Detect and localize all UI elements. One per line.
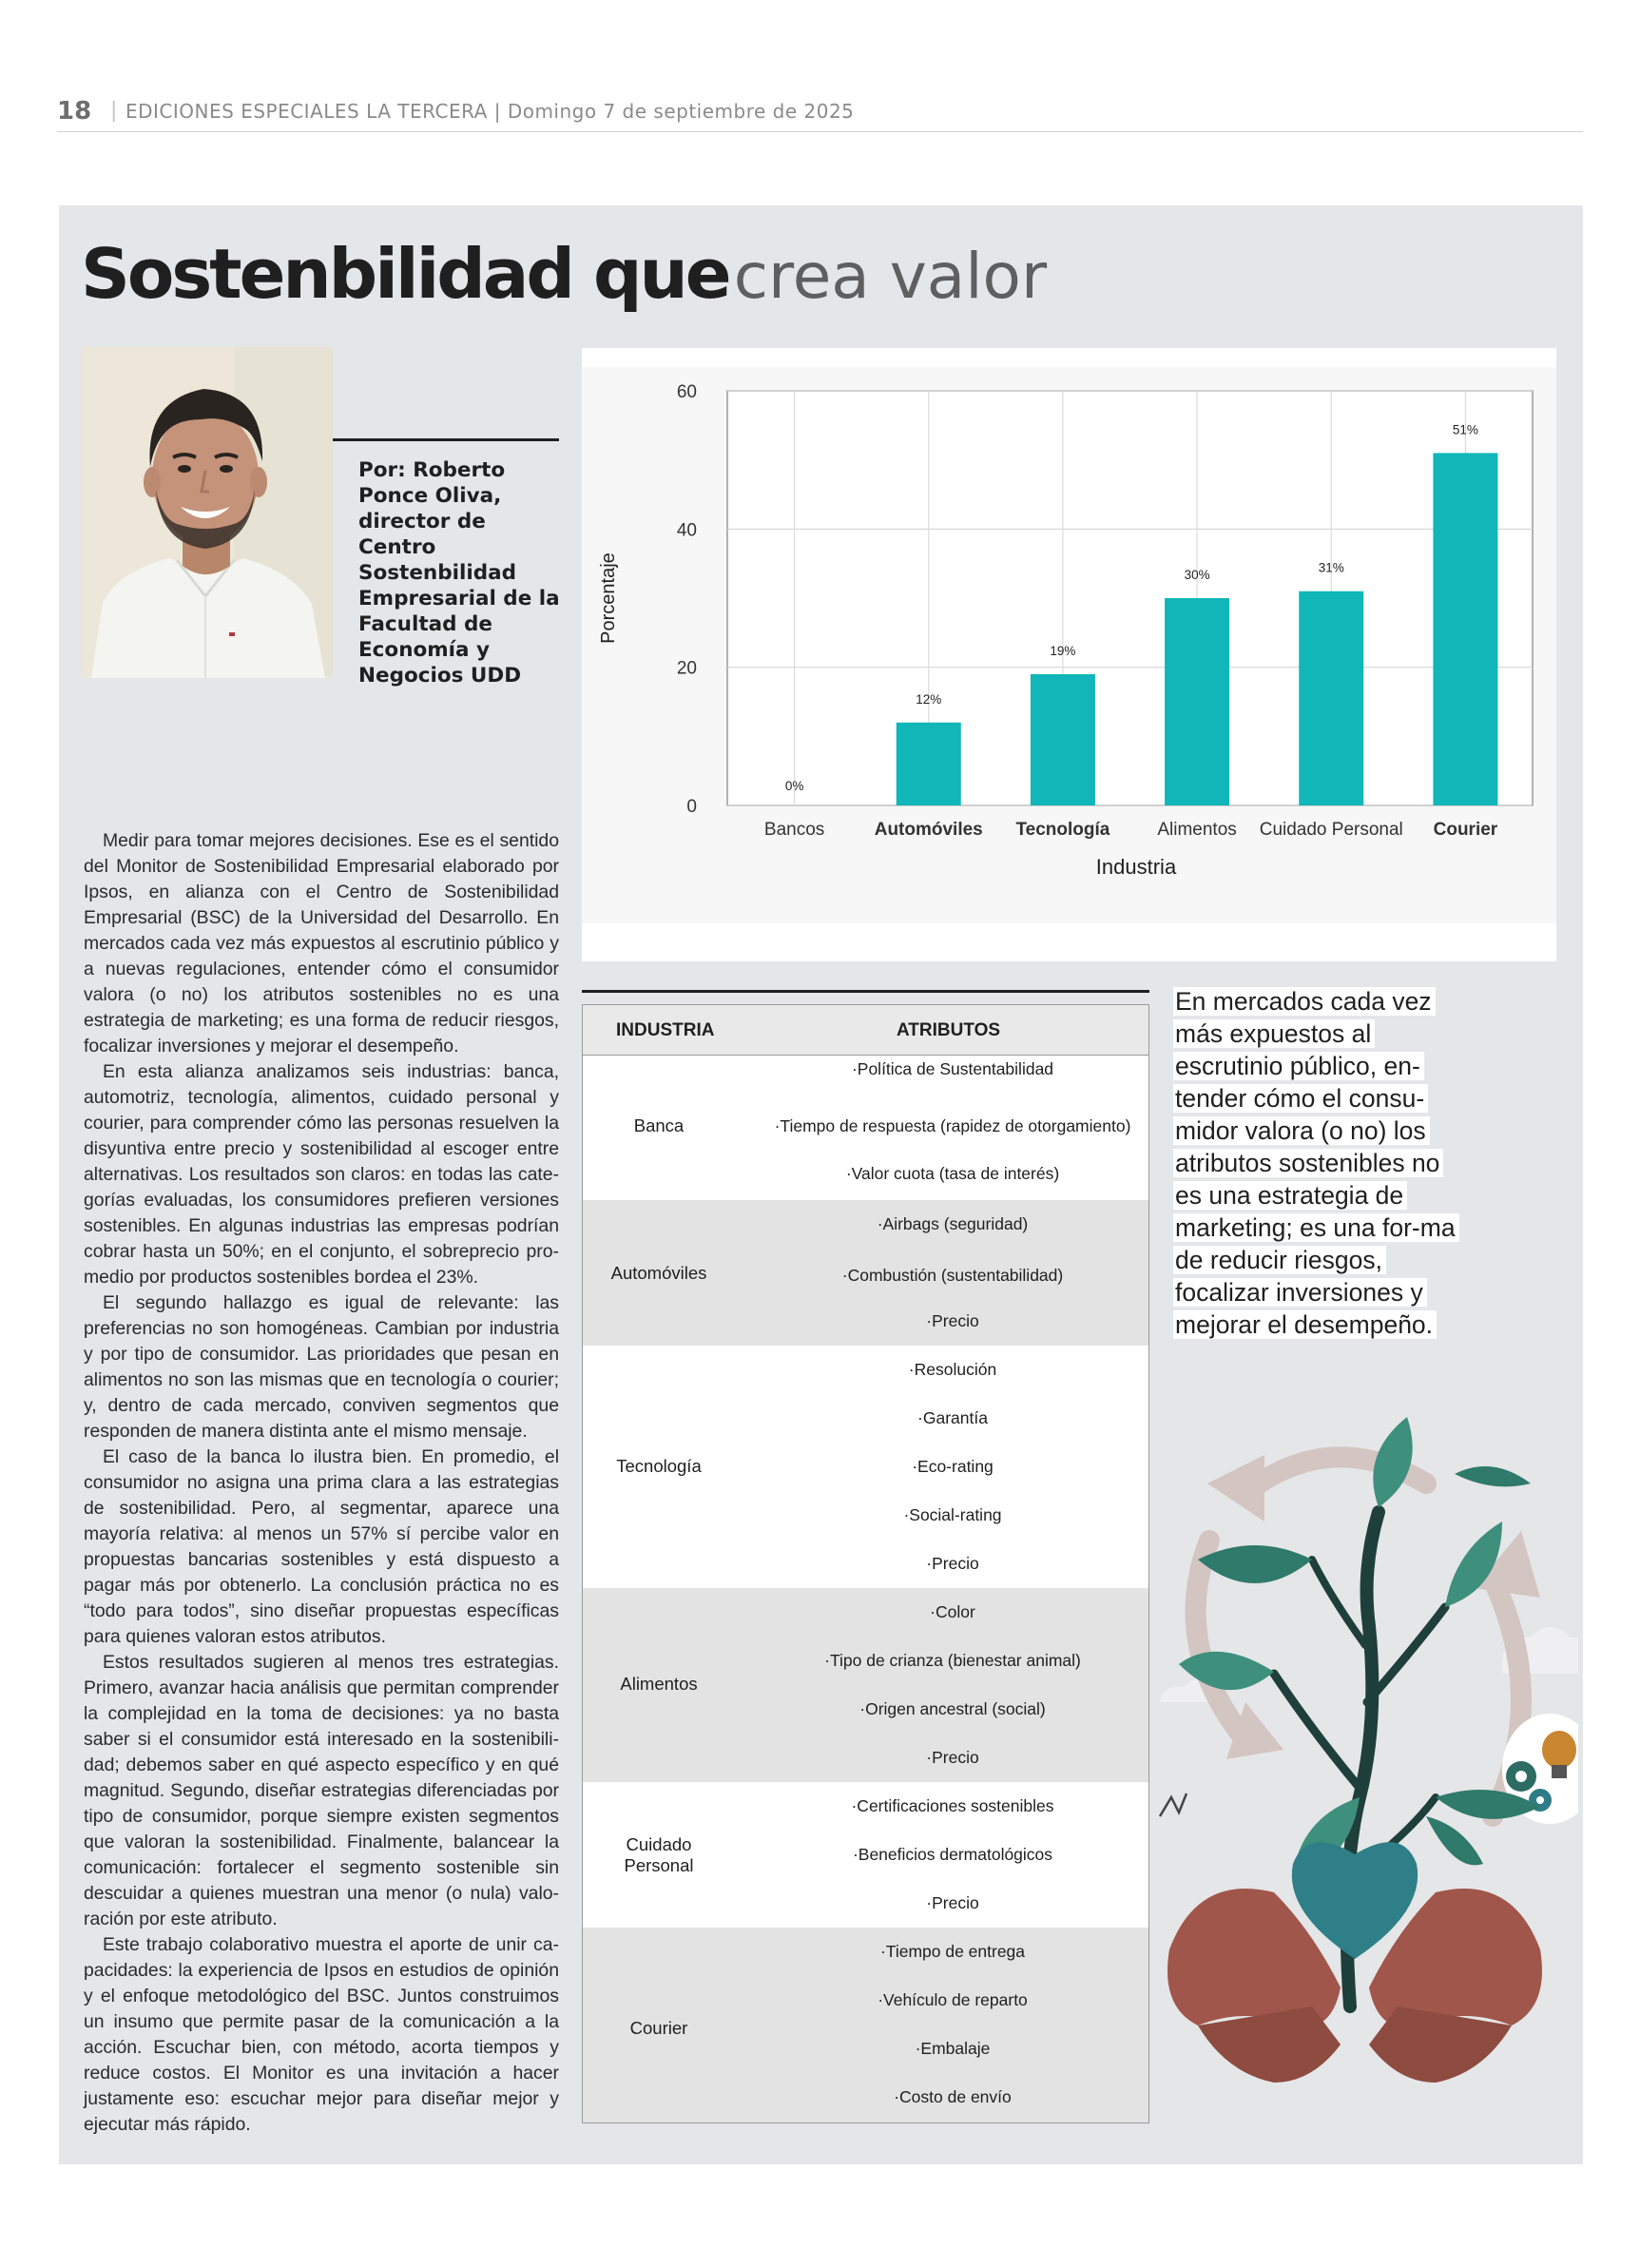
attribute-cell: ·Precio bbox=[926, 1748, 979, 1767]
header-atributos: ATRIBUTOS bbox=[897, 1020, 1001, 1040]
x-tick-label: Bancos bbox=[763, 820, 825, 840]
pull-quote bbox=[1173, 985, 1458, 1341]
sustainability-illustration bbox=[1141, 1417, 1578, 2124]
bar bbox=[1031, 674, 1095, 805]
y-tick-label: 20 bbox=[676, 658, 697, 679]
body-paragraph: El caso de la banca lo ilustra bien. En promedio, el consumidor no asigna una prima clara a las estrategias de sostenibilidad. Pero, al segmentar, aparece una mayoría relativa: al menos un 57% sí percibe valor en propuestas bancarias sostenibles y está dispuesto a pagar más por obtenerlo. La conclusión práctica no es “todo para todos”, sino diseñar propuestas específicas para quienes valoran estos atributos. bbox=[84, 1446, 559, 1647]
title-light-part: crea valor bbox=[733, 240, 1048, 313]
table-divider bbox=[582, 990, 1149, 993]
attribute-cell: ·Tipo de crianza (bienestar animal) bbox=[824, 1651, 1081, 1670]
x-tick-label: Cuidado Personal bbox=[1259, 820, 1403, 840]
body-paragraph: Medir para tomar mejores decisiones. Ese es el sentido del Monitor de Sostenibilidad Empresarial elaborado por Ipsos, en alianza con el Centro de Sostenibilidad Empresarial (BSC) de la Universidad del Desarrollo. En mercados cada vez más expuestos al escrutinio público y a nuevas regulaciones, entender cómo el consumidor valora (o no) los atributos sostenibles no es una estrategia de marketing; es una forma de reducir riesgos, focalizar inversiones y mejorar el desempeño. bbox=[84, 830, 559, 1056]
body-paragraph: El segundo hallazgo es igual de relevante: las preferencias no son homogéneas. Cambian por industria y por tipo de consumidor. Las prioridades que pesan en alimentos no son las mismas que en tecnología o courier; y, dentro de cada mercado, conviven segmentos que responden de manera distinta ante el mismo mensaje. bbox=[84, 1292, 559, 1442]
article-body bbox=[84, 828, 559, 2138]
table-group-tecnologia bbox=[583, 1346, 1148, 1588]
y-tick-label: 60 bbox=[676, 382, 697, 402]
attribute-cell: ·Certificaciones sostenibles bbox=[851, 1796, 1054, 1815]
table-group-courier bbox=[583, 1928, 1148, 2123]
x-tick-label: Courier bbox=[1433, 820, 1498, 840]
table-header bbox=[583, 1005, 1148, 1056]
bar bbox=[1165, 598, 1229, 805]
attribute-cell: ·Color bbox=[930, 1602, 975, 1621]
y-tick-label: 0 bbox=[686, 797, 697, 817]
attribute-cell: ·Precio bbox=[926, 1311, 979, 1330]
author-byline: Por: Roberto Ponce Oliva, director de Centro Sostenbilidad Empresarial de la Facultad de Economía y Negocios UDD bbox=[358, 458, 560, 688]
attribute-cell: ·Valor cuota (tasa de interés) bbox=[845, 1164, 1060, 1183]
header-divider: | bbox=[110, 99, 118, 123]
attribute-cell: ·Costo de envío bbox=[894, 2087, 1012, 2106]
attribute-cell: ·Vehículo de reparto bbox=[878, 1990, 1028, 2009]
y-axis-label: Porcentaje bbox=[598, 552, 619, 644]
plot-area bbox=[727, 391, 1533, 805]
attribute-cell: ·Resolución bbox=[908, 1360, 997, 1379]
x-axis-label: Industria bbox=[1095, 855, 1177, 879]
industry-cell: Cuidado Personal bbox=[624, 1834, 694, 1875]
publication-line: EDICIONES ESPECIALES LA TERCERA | Domingo 7 de septiembre de 2025 bbox=[125, 100, 855, 123]
table-group-automoviles bbox=[583, 1200, 1148, 1346]
x-tick-label: Tecnología bbox=[1015, 820, 1110, 840]
author-divider bbox=[333, 438, 559, 441]
attribute-cell: ·Social-rating bbox=[903, 1505, 1002, 1524]
bar bbox=[1299, 591, 1363, 805]
attribute-cell: ·Beneficios dermatológicos bbox=[852, 1845, 1053, 1864]
data-label: 51% bbox=[1452, 422, 1478, 437]
body-paragraph: Estos resultados sugieren al menos tres estrategias. Primero, avanzar hacia análisis que permitan comprender la complejidad en la toma de decisiones: ya no basta saber si el consumidor está interesado en la sostenibili-dad; debemos saber en qué aspecto específico y en qué magnitud. Segundo, diseñar estrategias diferenciadas por tipo de consumidor, porque siempre existen segmentos que valoran la sostenibilidad. Finalmente, balancear la comunicación: fortalecer el segmento sostenible sin descuidar a quienes muestran una menor (o nula) valo-ración por este atributo. bbox=[84, 1652, 559, 1929]
bar bbox=[897, 723, 961, 805]
attribute-cell: ·Tiempo de respuesta (rapidez de otorgamiento) bbox=[774, 1116, 1131, 1135]
attribute-cell: ·Origen ancestral (social) bbox=[859, 1699, 1046, 1718]
data-label: 19% bbox=[1050, 643, 1076, 658]
header-industria: INDUSTRIA bbox=[616, 1020, 715, 1040]
data-label: 0% bbox=[784, 779, 804, 793]
data-label: 31% bbox=[1318, 560, 1344, 575]
article-title bbox=[81, 234, 1048, 314]
body-paragraph: En esta alianza analizamos seis industrias: banca, automotriz, tecnología, alimentos, cuidado personal y courier, para comprender cómo las personas resuelven la disyuntiva entre precio y sostenibilidad al escoger entre alternativas. Los resultados son claros: en todas las cate-gorías evaluadas, los consumidores prefieren versiones sostenibles. En algunas industrias las empresas podrían cobrar hasta un 50%; en el conjunto, el sobreprecio pro-medio por productos sostenibles bordea el 23%. bbox=[84, 1061, 559, 1288]
industry-cell: Banca bbox=[633, 1115, 685, 1135]
pull-quote-text: En mercados cada vez más expuestos al escrutinio público, en-tender cómo el consu-midor valora (o no) los atributos sostenibles no es una estrategia de marketing; es una for-ma de reducir riesgos, focalizar inversiones y mejorar el desempeño. bbox=[1173, 987, 1459, 1339]
attribute-cell: ·Garantía bbox=[917, 1408, 988, 1427]
page-number: 18 bbox=[57, 97, 92, 126]
attribute-cell: ·Política de Sustentabilidad bbox=[851, 1059, 1054, 1078]
attribute-cell: ·Tiempo de entrega bbox=[879, 1942, 1026, 1961]
body-paragraph: Este trabajo colaborativo muestra el aporte de unir ca-pacidades: la experiencia de Ipsos en estudios de opinión y el enfoque metodológico del BSC. Juntos construimos un insumo que permite pasar de la comunicación a la acción. Escuchar bien, con método, acorta tiempos y reduce costos. El Monitor es una invitación a hacer justamente eso: escuchar mejor para diseñar mejor y ejecutar más rápido. bbox=[84, 1934, 559, 2135]
bar-chart bbox=[582, 348, 1556, 961]
data-label: 12% bbox=[916, 691, 942, 707]
attribute-cell: ·Eco-rating bbox=[912, 1457, 994, 1476]
chart-svg bbox=[582, 348, 1556, 961]
plant-in-hands-illustration bbox=[1141, 1417, 1578, 2121]
x-tick-label: Alimentos bbox=[1157, 820, 1237, 840]
attribute-cell: ·Precio bbox=[926, 1554, 979, 1573]
page-header bbox=[57, 95, 1583, 132]
title-bold-part: Sostenbilidad que bbox=[81, 234, 729, 314]
attribute-cell: ·Precio bbox=[926, 1893, 979, 1912]
industry-cell: Alimentos bbox=[620, 1674, 698, 1694]
industry-cell: Courier bbox=[629, 2018, 688, 2038]
bar bbox=[1433, 453, 1497, 805]
attribute-cell: ·Embalaje bbox=[915, 2039, 991, 2058]
author-portrait bbox=[82, 347, 333, 678]
table-group-banca bbox=[583, 1055, 1148, 1200]
attribute-cell: ·Airbags (seguridad) bbox=[877, 1214, 1029, 1233]
y-tick-label: 40 bbox=[676, 520, 697, 541]
industry-cell: Tecnología bbox=[616, 1456, 702, 1476]
x-tick-label: Automóviles bbox=[874, 820, 983, 840]
industry-cell: Automóviles bbox=[610, 1263, 707, 1283]
attributes-table bbox=[582, 1004, 1149, 2123]
attribute-cell: ·Combustión (sustentabilidad) bbox=[841, 1266, 1064, 1285]
table-group-cuidado-personal bbox=[583, 1782, 1148, 1928]
table-group-alimentos bbox=[583, 1588, 1148, 1782]
data-label: 30% bbox=[1184, 568, 1210, 582]
